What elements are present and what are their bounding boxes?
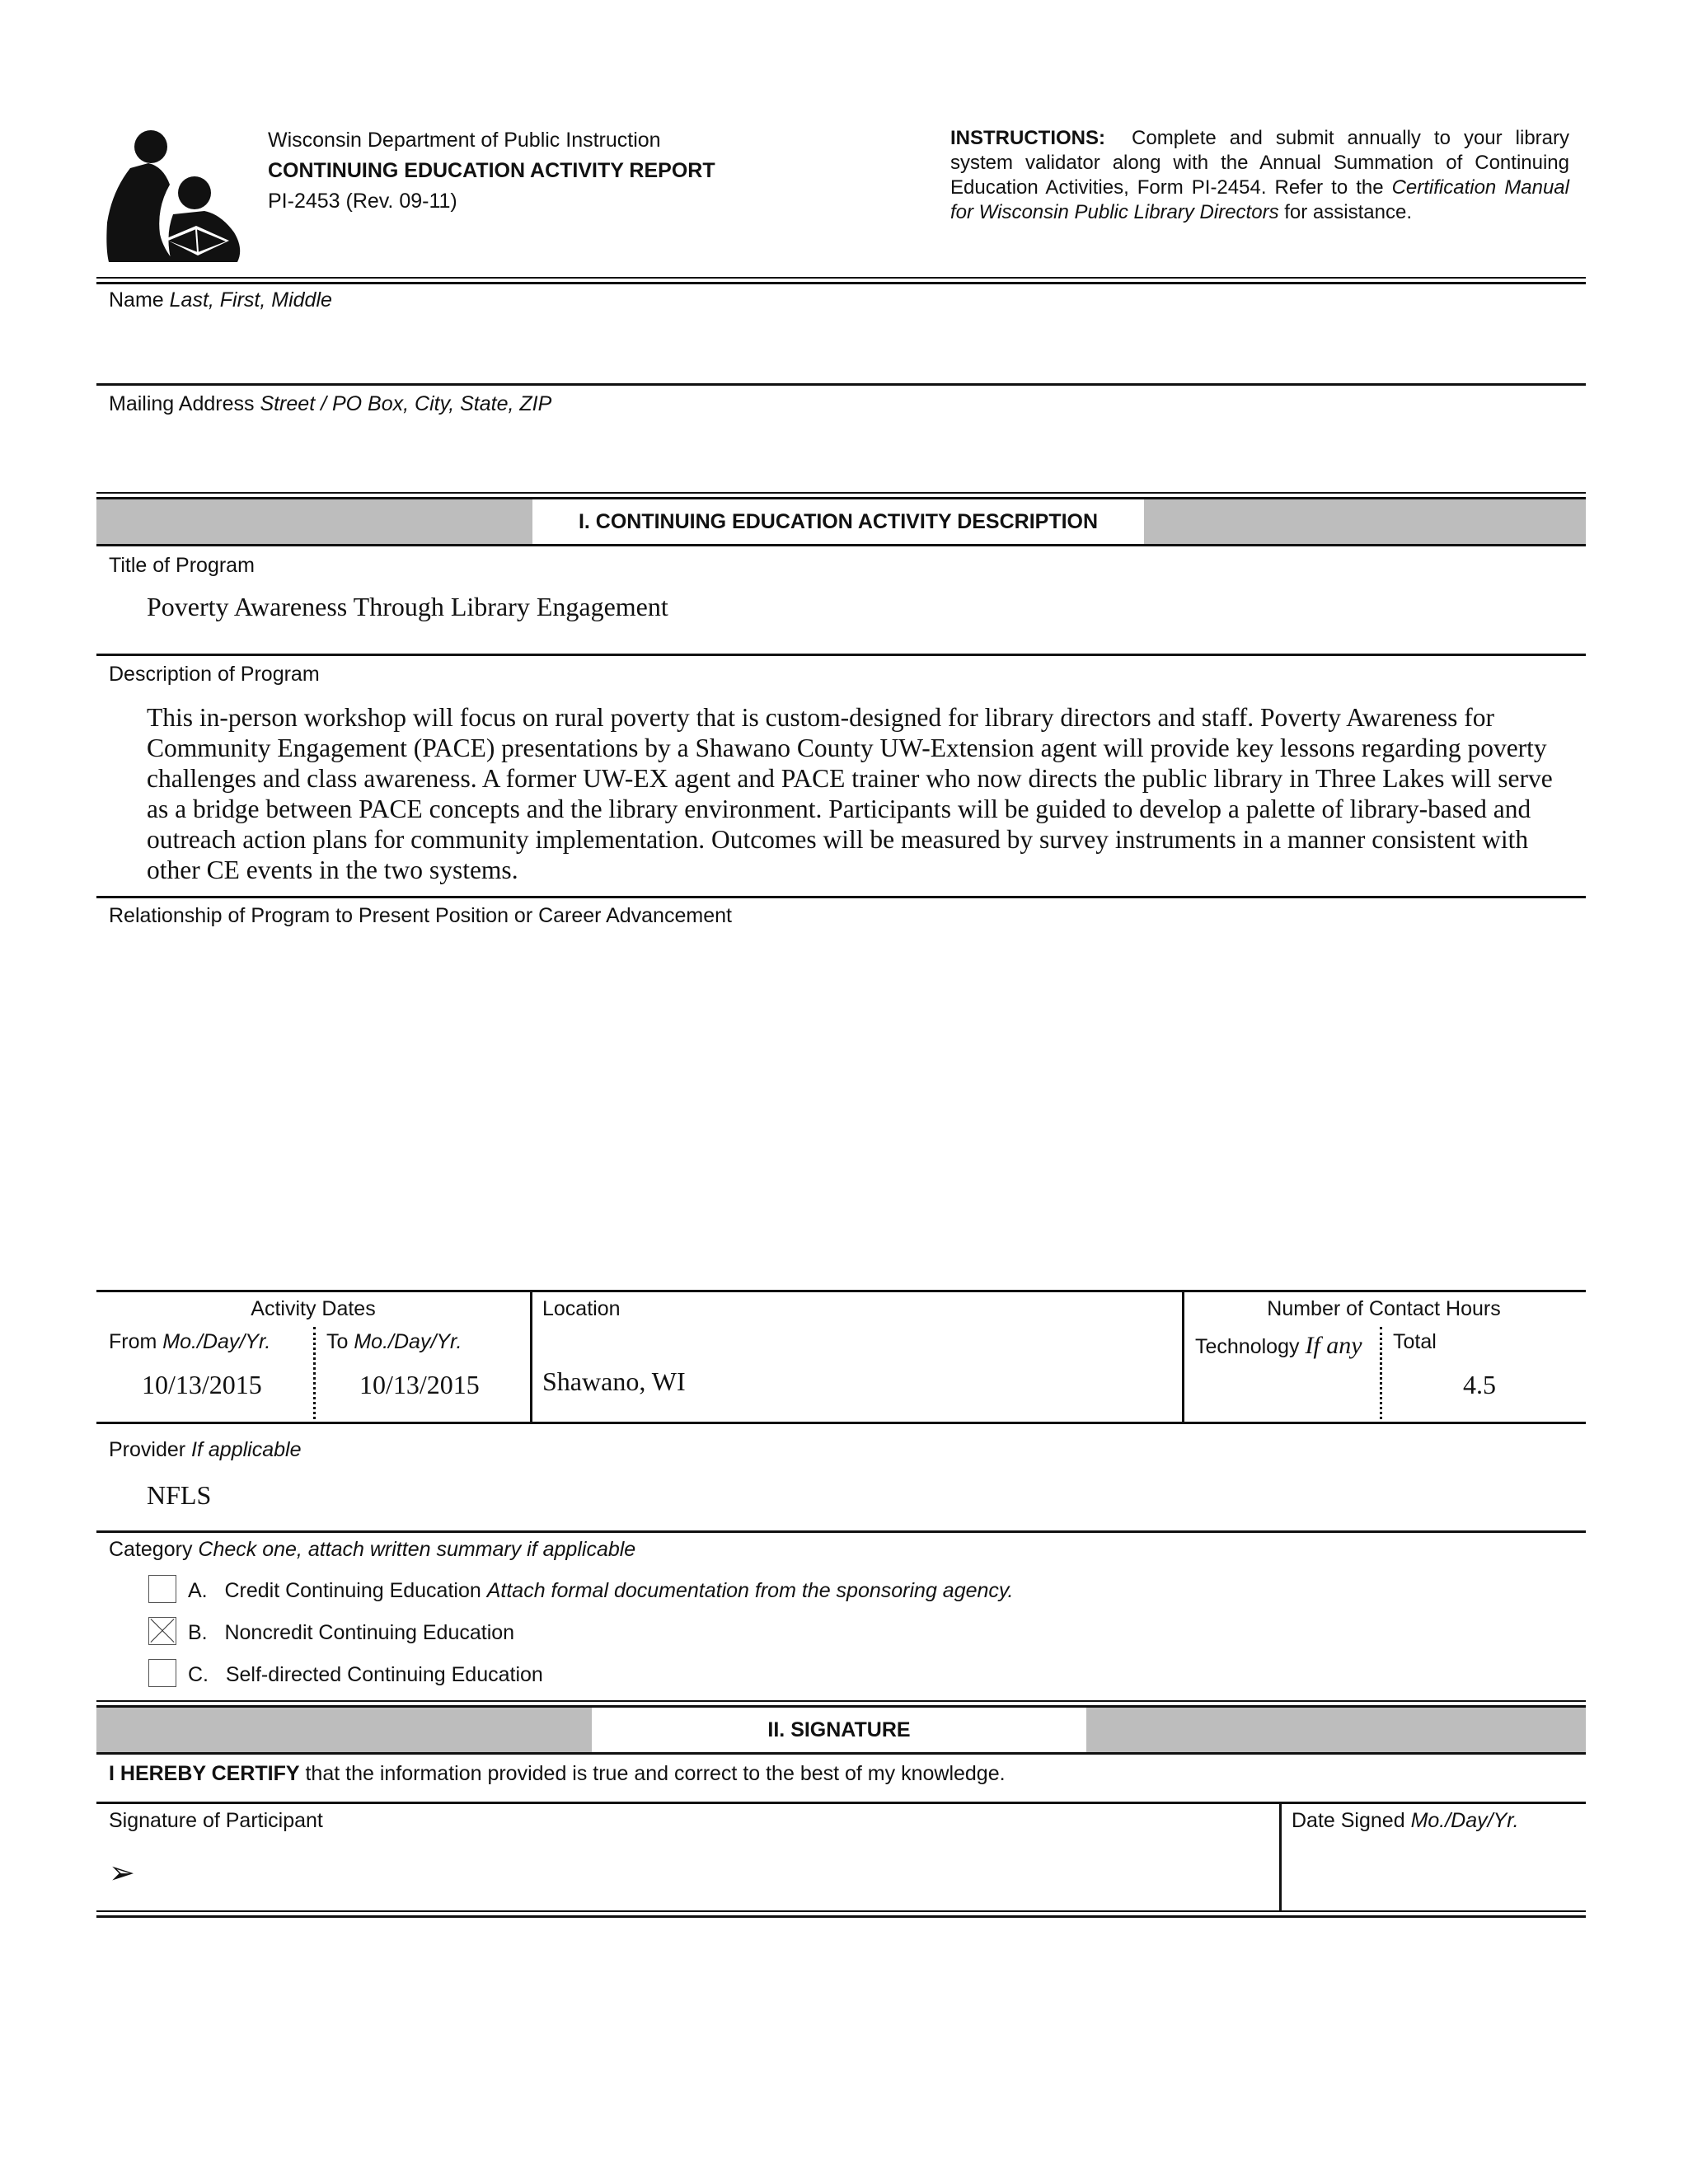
program-title-divider — [96, 654, 1586, 656]
section2-title: II. SIGNATURE — [592, 1708, 1086, 1752]
date-signed-field[interactable] — [1292, 1846, 1572, 1904]
category-a-option: A. Credit Continuing Education Attach formal documentation from the sponsoring agency. — [188, 1579, 1014, 1602]
location-label: Location — [542, 1297, 621, 1320]
location-field[interactable]: Shawano, WI — [542, 1366, 686, 1396]
to-date-label: To Mo./Day/Yr. — [326, 1330, 462, 1353]
category-a-checkbox[interactable] — [148, 1575, 176, 1603]
program-title-label: Title of Program — [109, 554, 255, 577]
description-field[interactable]: This in-person workshop will focus on rural poverty that is custom-designed for library directors and staff. Poverty Awareness for Community Engagement (PACE) presentations by a Shawano County UW-Extension agent will provide key lessons regarding poverty challenges and class awareness. A former UW-EX agent and PACE trainer who now directs the public library in Three Lakes will serve as a bridge between PACE concepts and the library environment. Participants will be guided to develop a palette of library-based and outreach action plans for community implementation. Outcomes will be measured by survey instruments in a manner consistent with other CE events in the two systems. — [147, 703, 1553, 884]
header-divider — [96, 277, 1586, 284]
signature-label: Signature of Participant — [109, 1809, 323, 1832]
activity-dates-label: Activity Dates — [251, 1297, 376, 1320]
category-b-checkbox[interactable] — [148, 1617, 176, 1645]
category-c-checkbox[interactable] — [148, 1659, 176, 1687]
to-date-field[interactable]: 10/13/2015 — [359, 1370, 480, 1399]
provider-label: Provider If applicable — [109, 1438, 302, 1461]
section1-band-bottom — [96, 544, 1586, 546]
name-field[interactable] — [147, 323, 1548, 373]
category-c-option: C. Self-directed Continuing Education — [188, 1663, 543, 1686]
date-signed-label: Date Signed Mo./Day/Yr. — [1292, 1809, 1519, 1832]
contact-hours-label: Number of Contact Hours — [1267, 1297, 1501, 1320]
section1-top-rule — [96, 492, 1586, 499]
provider-divider — [96, 1530, 1586, 1533]
parent-reading-to-child-icon — [106, 125, 246, 265]
instructions-text-end: for assistance. — [1284, 201, 1412, 223]
instructions-manual-title: Certification Manual for Wisconsin Public Library Directors — [950, 176, 1569, 223]
address-label: Mailing Address Street / PO Box, City, State, ZIP — [109, 392, 552, 415]
technology-label: Technology If any — [1195, 1332, 1362, 1359]
instructions — [950, 126, 1569, 225]
certify-divider — [96, 1802, 1586, 1804]
name-divider — [96, 383, 1586, 386]
description-label: Description of Program — [109, 663, 320, 686]
category-b-option: B. Noncredit Continuing Education — [188, 1621, 515, 1644]
address-field[interactable] — [147, 429, 1548, 478]
activity-top-rule — [96, 1290, 1586, 1292]
total-hours-field[interactable]: 4.5 — [1463, 1370, 1496, 1399]
dates-dotted-divider — [313, 1327, 316, 1419]
instructions-label: INSTRUCTIONS: — [950, 127, 1105, 149]
provider-field[interactable]: NFLS — [147, 1480, 212, 1510]
section2-top-rule — [96, 1700, 1586, 1708]
section2-band-bottom — [96, 1752, 1586, 1755]
activity-col-divider-1 — [530, 1291, 532, 1422]
hours-dotted-divider — [1380, 1327, 1382, 1419]
agency-name: Wisconsin Department of Public Instruction — [268, 129, 661, 152]
signature-field[interactable] — [157, 1846, 1269, 1904]
category-label: Category Check one, attach written summary if applicable — [109, 1538, 636, 1561]
section1-title: I. CONTINUING EDUCATION ACTIVITY DESCRIPTION — [532, 499, 1144, 544]
certify-statement: I HEREBY CERTIFY that the information provided is true and correct to the best of my knowledge. — [109, 1762, 1006, 1785]
form-title: CONTINUING EDUCATION ACTIVITY REPORT — [268, 159, 715, 182]
relationship-field[interactable] — [147, 944, 1561, 1273]
description-divider — [96, 896, 1586, 898]
signature-arrow-icon: ➢ — [109, 1854, 135, 1891]
total-label: Total — [1393, 1330, 1437, 1353]
activity-bottom-rule — [96, 1422, 1586, 1424]
from-date-field[interactable]: 10/13/2015 — [142, 1370, 262, 1399]
relationship-label: Relationship of Program to Present Position or Career Advancement — [109, 904, 732, 927]
program-title-field[interactable]: Poverty Awareness Through Library Engagement — [147, 592, 668, 621]
signature-col-divider — [1279, 1802, 1282, 1910]
instructions-text: Complete and submit annually to your library system validator along with the Annual Summation of Continuing Education Activities, Form PI-2454. Refer to the — [950, 127, 1569, 199]
from-date-label: From Mo./Day/Yr. — [109, 1330, 271, 1353]
name-label: Name Last, First, Middle — [109, 288, 332, 312]
form-number: PI-2453 (Rev. 09-11) — [268, 190, 457, 213]
form-bottom-rule — [96, 1910, 1586, 1918]
